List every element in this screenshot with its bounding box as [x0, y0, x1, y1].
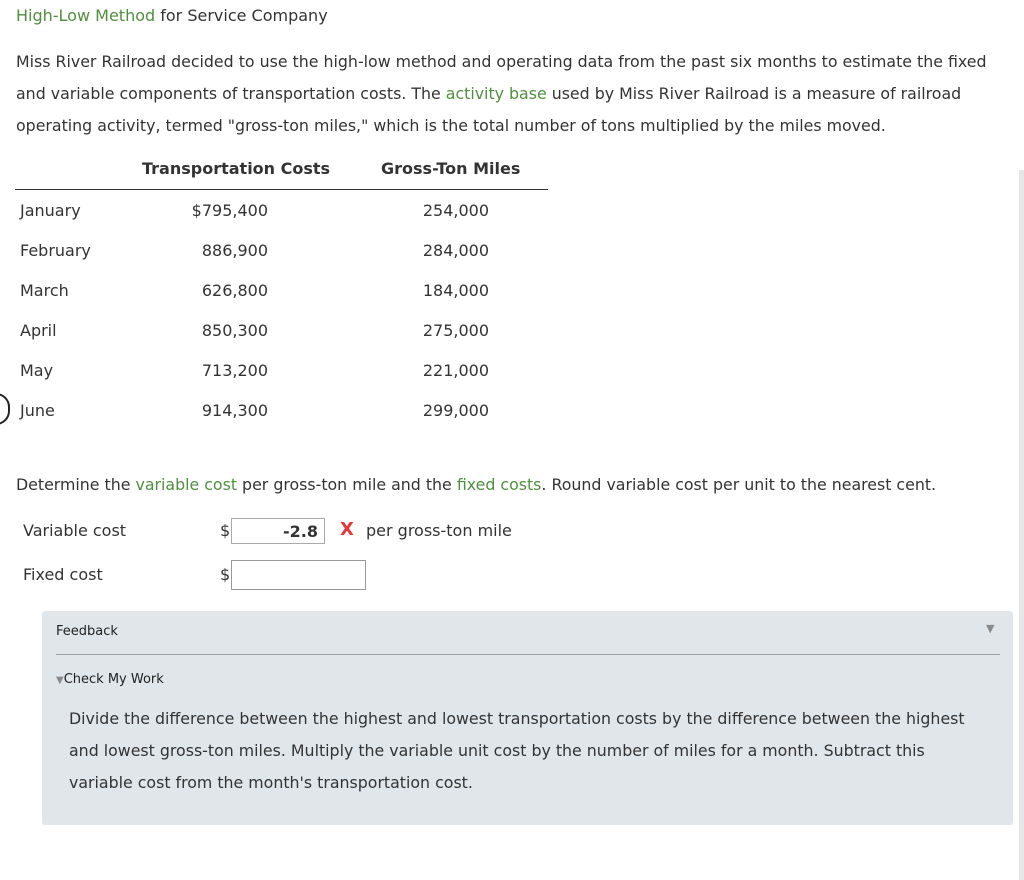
month-cell: January: [20, 201, 81, 220]
miles-cell: 184,000: [422, 281, 489, 300]
fixed-cost-input[interactable]: [231, 560, 366, 590]
table-row: [0, 241, 560, 265]
miles-cell: 299,000: [422, 401, 489, 420]
table-row: [0, 281, 560, 305]
table-header-divider: [15, 189, 548, 190]
month-cell: March: [20, 281, 69, 300]
feedback-label: Feedback: [56, 624, 118, 639]
incorrect-x-icon: X: [340, 519, 354, 540]
cost-cell: 850,300: [201, 321, 268, 340]
variable-cost-input[interactable]: -2.8: [231, 518, 325, 544]
column-header-miles: Gross-Ton Miles: [381, 159, 521, 178]
table-row: [0, 361, 560, 385]
miles-cell: 221,000: [422, 361, 489, 380]
cost-cell: 626,800: [201, 281, 268, 300]
feedback-toggle-icon[interactable]: ▼: [986, 622, 995, 635]
question-text-1: Determine the: [16, 475, 136, 494]
check-my-work-label: Check My Work: [63, 672, 164, 687]
page-title-rest: for Service Company: [155, 6, 328, 25]
table-row: [0, 201, 560, 225]
fixed-currency-symbol: $: [220, 565, 231, 584]
table-row: [0, 401, 560, 425]
column-header-costs: Transportation Costs: [142, 159, 331, 178]
variable-cost-label: Variable cost: [23, 521, 127, 540]
question-prompt: [16, 474, 936, 496]
month-cell: February: [20, 241, 91, 260]
question-text-2: per gross-ton mile and the: [237, 475, 457, 494]
month-cell: April: [20, 321, 57, 340]
miles-cell: 284,000: [422, 241, 489, 260]
problem-intro: [16, 46, 1011, 142]
feedback-divider: [56, 654, 1000, 655]
question-text-3: . Round variable cost per unit to the nearest cent.: [541, 475, 937, 494]
check-my-work-toggle[interactable]: [56, 672, 164, 687]
intro-text-1: Miss River Railroad decided to use the high-low method and operating data from the past six months to estimate the fixed and variable components of transportation costs. The: [16, 52, 987, 103]
month-cell: May: [20, 361, 54, 380]
variable-cost-link[interactable]: variable cost: [135, 475, 238, 494]
month-cell: June: [20, 401, 55, 420]
variable-currency-symbol: $: [220, 521, 231, 540]
fixed-costs-link[interactable]: fixed costs: [456, 475, 542, 494]
miles-cell: 254,000: [422, 201, 489, 220]
miles-cell: 275,000: [422, 321, 489, 340]
activity-base-link[interactable]: activity base: [445, 84, 547, 103]
expand-triangle-icon: ▼: [56, 675, 64, 686]
cost-cell: $795,400: [191, 201, 268, 220]
variable-unit-label: per gross-ton mile: [366, 521, 512, 540]
fixed-cost-label: Fixed cost: [23, 565, 103, 584]
feedback-panel: [42, 611, 1013, 825]
high-low-method-link[interactable]: High-Low Method: [16, 6, 156, 25]
scrollbar[interactable]: [1019, 170, 1024, 880]
feedback-hint-text: Divide the difference between the highest and lowest transportation costs by the difference between the highest and lowest gross-ton miles. Multiply the variable unit cost by the number of miles for a month. Subtract this variable cost from the month's transportation cost.: [69, 709, 965, 792]
cost-cell: 886,900: [201, 241, 268, 260]
table-row: [0, 321, 560, 345]
cost-cell: 914,300: [201, 401, 268, 420]
page-title: [16, 5, 328, 27]
intro-text-2: used by Miss River Railroad is a measure of railroad operating activity, termed "gross-ton miles," which is the total number of tons multiplied by the miles moved.: [16, 84, 962, 135]
cost-cell: 713,200: [201, 361, 268, 380]
